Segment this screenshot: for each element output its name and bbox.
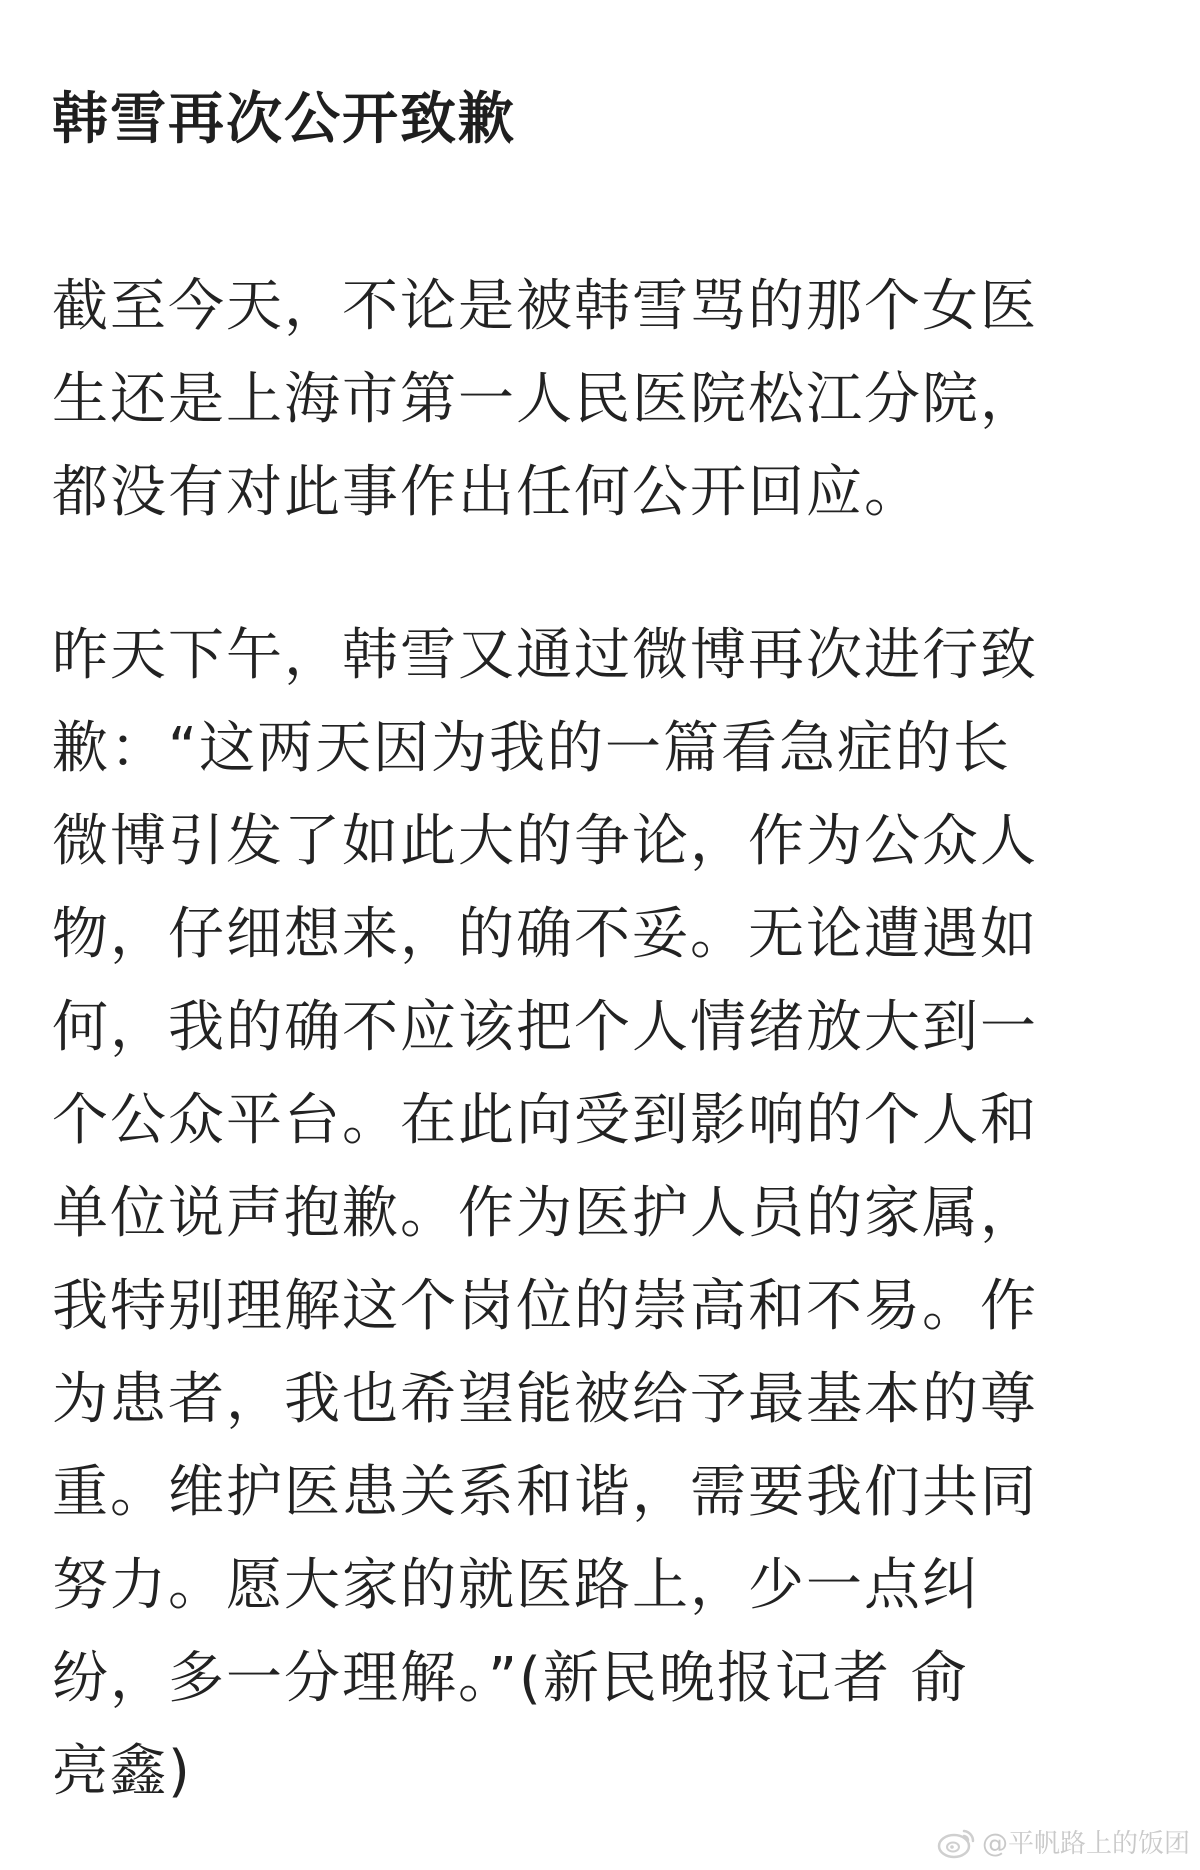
article-paragraph-1: 截至今天，不论是被韩雪骂的那个女医 生还是上海市第一人民医院松江分院， 都没有对此事作出任何公开回应。: [52, 274, 1038, 525]
watermark-text: @平帆路上的饭团: [981, 1829, 1190, 1859]
article-paragraph-2: 昨天下午，韩雪又通过微博再次进行致 歉：“这两天因为我的一篇看急症的长 微博引发了如此大的争论，作为公众人 物，仔细想来，的确不妥。无论遭遇如 何，我的确不应该把个人情绪放大到一 个公众平台。在此向受到影响的个人和 单位说声抱歉。作为医护人员的家属， 我特别理解这个岗位的崇高和不易。作 为患者，我也希望能被给予最基本的尊 重。维护医患关系和谐，需要我们共同 努力。愿大家的就医路上，少一点纠 纷，多一分理解。”(新民晚报记者 俞 亮鑫): [52, 623, 1038, 1804]
weibo-watermark: [936, 1823, 1190, 1860]
article: [52, 72, 1152, 1818]
article-title: 韩雪再次公开致歉: [52, 87, 516, 152]
weibo-icon: [936, 1825, 978, 1859]
